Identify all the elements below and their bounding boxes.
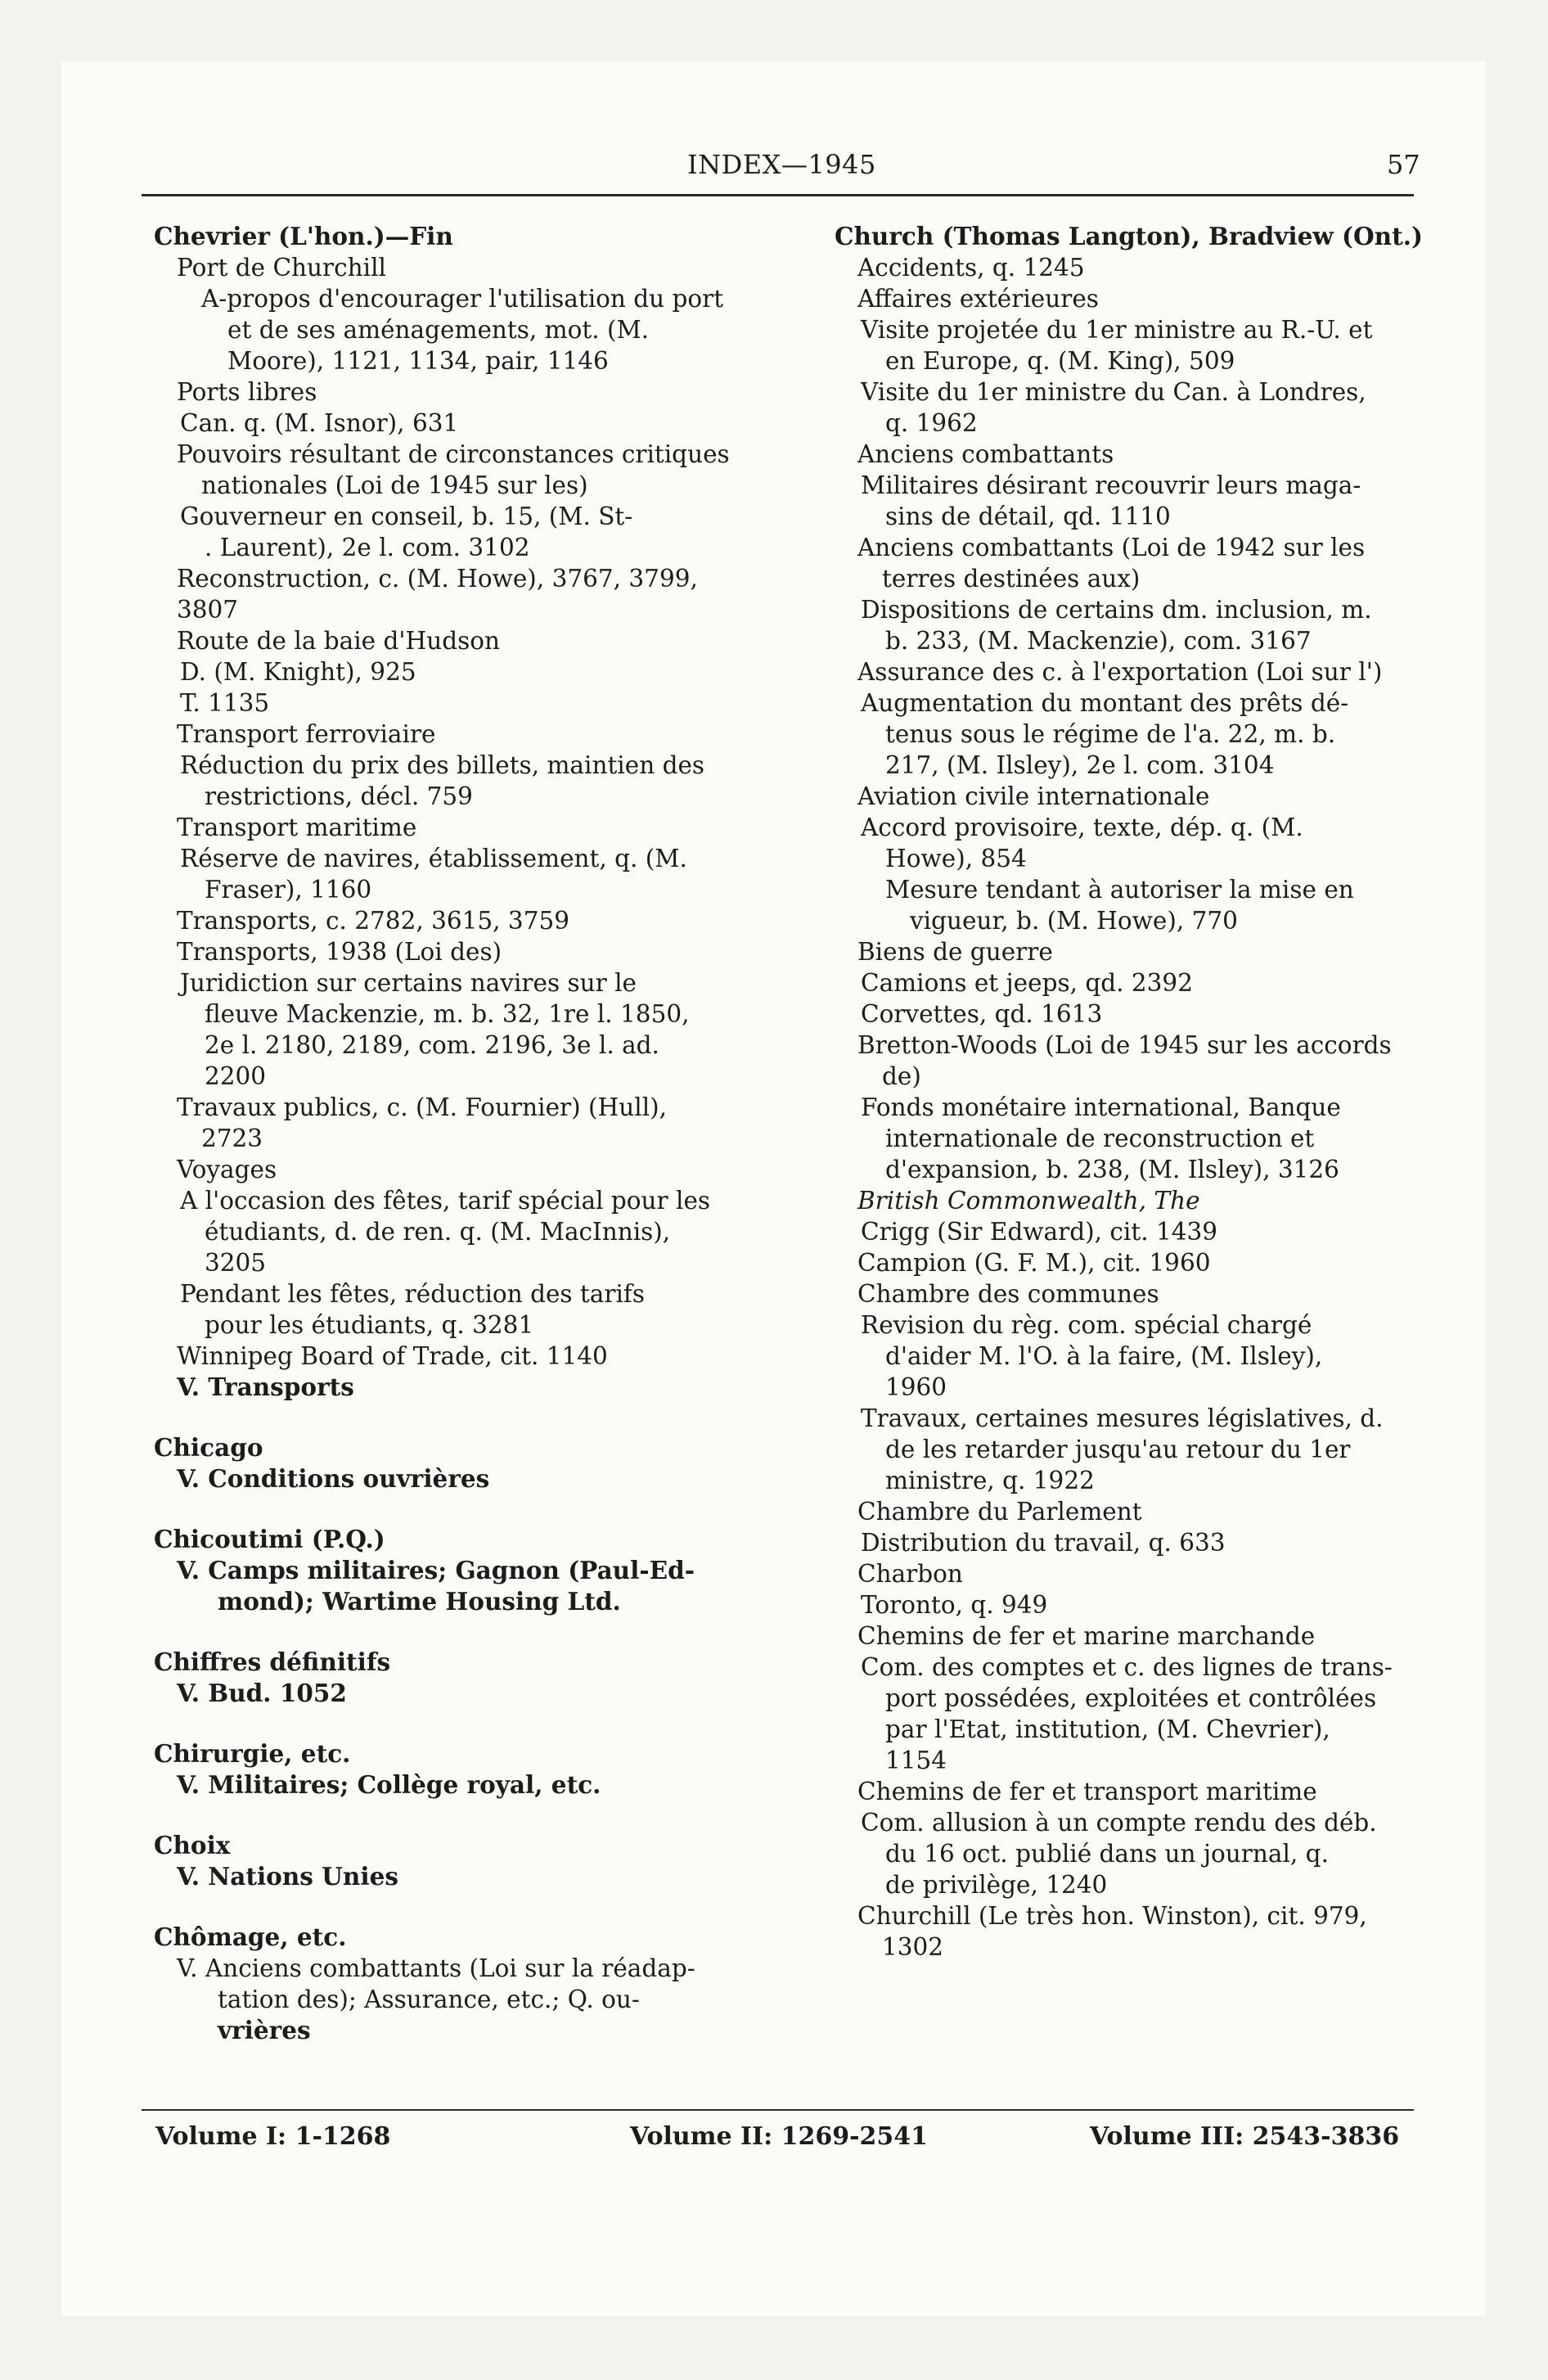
- entry-line: Accord provisoire, texte, dép. q. (M.: [861, 814, 1303, 841]
- entry-line: V. Transports: [177, 1373, 354, 1401]
- entry-line: d'expansion, b. 238, (M. Ilsley), 3126: [885, 1156, 1339, 1183]
- left-column: [154, 221, 776, 2046]
- entry-line: Transport maritime: [177, 814, 417, 841]
- entry-line: T. 1135: [180, 689, 270, 717]
- index-entry: [835, 1309, 1456, 1403]
- index-entry: [835, 252, 1456, 283]
- entry-line: 2200: [205, 1062, 267, 1090]
- index-entry: [154, 1341, 776, 1372]
- entry-line: en Europe, q. (M. King), 509: [885, 347, 1235, 375]
- entry-line: pour les étudiants, q. 3281: [205, 1311, 534, 1339]
- index-entry: [835, 1030, 1456, 1092]
- index-entry: [835, 1652, 1456, 1776]
- entry-line: Churchill (Le très hon. Winston), cit. 979,: [857, 1902, 1367, 1930]
- entry-line: . Laurent), 2e l. com. 3102: [205, 534, 530, 561]
- entry-line: Choix: [154, 1831, 231, 1859]
- index-entry: [154, 1524, 776, 1555]
- entry-line: Militaires désirant recouvrir leurs maga-: [861, 471, 1361, 499]
- entry-line: Bretton-Woods (Loi de 1945 sur les accords: [857, 1031, 1392, 1059]
- footer-volume-2: Volume II: 1269-2541: [630, 2122, 929, 2151]
- index-entry: [835, 967, 1456, 998]
- index-entry: [835, 439, 1456, 470]
- entry-line: A l'occasion des fêtes, tarif spécial pour les: [180, 1187, 711, 1215]
- entry-line: D. (M. Knight), 925: [180, 658, 416, 686]
- entry-line: Corvettes, qd. 1613: [861, 1000, 1103, 1028]
- index-entry: [835, 1900, 1456, 1963]
- entry-line: Anciens combattants (Loi de 1942 sur les: [857, 534, 1366, 561]
- entry-line: Chirurgie, etc.: [154, 1739, 351, 1768]
- entry-line: Toronto, q. 949: [861, 1591, 1048, 1619]
- entry-line: mond); Wartime Housing Ltd.: [218, 1587, 621, 1616]
- index-entry: [154, 750, 776, 812]
- entry-line: Assurance des c. à l'exportation (Loi sur l'): [857, 658, 1383, 686]
- entry-line: d'aider M. l'O. à la faire, (M. Ilsley),: [885, 1342, 1323, 1370]
- index-entry: [154, 221, 776, 252]
- entry-line: Dispositions de certains dm. inclusion, m.: [861, 596, 1372, 624]
- index-entry: [835, 1527, 1456, 1558]
- index-entry: [154, 936, 776, 967]
- index-entry: [154, 1372, 776, 1403]
- index-entry: [835, 1558, 1456, 1589]
- index-entry: [154, 1278, 776, 1341]
- entry-line: Can. q. (M. Isnor), 631: [180, 409, 459, 437]
- index-entry: [154, 1432, 776, 1463]
- entry-line: Chambre du Parlement: [857, 1498, 1142, 1526]
- running-header: INDEX—1945: [687, 149, 876, 180]
- entry-line: Chevrier (L'hon.)—Fin: [154, 222, 453, 250]
- entry-line: Route de la baie d'Hudson: [177, 627, 501, 655]
- entry-line: Visite projetée du 1er ministre au R.-U. et: [861, 316, 1373, 344]
- entry-line: V. Militaires; Collège royal, etc.: [177, 1770, 601, 1799]
- index-entry: [835, 1278, 1456, 1309]
- entry-line: vigueur, b. (M. Howe), 770: [910, 907, 1238, 935]
- entry-line: Travaux, certaines mesures législatives, d.: [861, 1404, 1384, 1432]
- index-entry: [154, 283, 776, 376]
- entry-line: Ports libres: [177, 378, 317, 406]
- entry-line: Chemins de fer et marine marchande: [857, 1622, 1316, 1650]
- index-entry: [154, 1953, 776, 2046]
- index-entry: [835, 1403, 1456, 1496]
- entry-line: Distribution du travail, q. 633: [861, 1529, 1226, 1557]
- entry-line: A-propos d'encourager l'utilisation du port: [201, 285, 724, 313]
- entry-line: ministre, q. 1922: [885, 1467, 1095, 1494]
- entry-line: fleuve Mackenzie, m. b. 32, 1re l. 1850,: [205, 1000, 690, 1028]
- index-entry: [154, 1463, 776, 1494]
- index-entry: [154, 905, 776, 936]
- index-entry: [835, 936, 1456, 967]
- entry-line: 1960: [885, 1373, 947, 1401]
- entry-line: 3807: [177, 596, 239, 624]
- footer-volume-1: Volume I: 1-1268: [155, 2122, 391, 2151]
- index-entry: [154, 252, 776, 283]
- page-number: 57: [1387, 149, 1420, 180]
- entry-line: de privilège, 1240: [885, 1871, 1108, 1899]
- index-entry: [835, 532, 1456, 594]
- entry-line: V. Conditions ouvrières: [177, 1464, 490, 1493]
- index-entry: [154, 1647, 776, 1678]
- index-entry: [154, 501, 776, 563]
- entry-line: 3205: [205, 1249, 267, 1277]
- entry-line: Port de Churchill: [177, 254, 386, 282]
- entry-line: Chambre des communes: [857, 1280, 1159, 1308]
- index-entry: [154, 1922, 776, 1953]
- entry-line: du 16 oct. publié dans un journal, q.: [885, 1840, 1329, 1868]
- entry-line: par l'Etat, institution, (M. Chevrier),: [885, 1715, 1330, 1743]
- index-entry: [835, 1185, 1456, 1216]
- entry-line: vrières: [218, 2016, 311, 2044]
- footer-rule: [142, 2109, 1414, 2111]
- entry-line: 2e l. 2180, 2189, com. 2196, 3e l. ad.: [205, 1031, 659, 1059]
- entry-line: Mesure tendant à autoriser la mise en: [885, 876, 1354, 904]
- index-entry: [835, 314, 1456, 376]
- index-entry: [835, 376, 1456, 439]
- entry-line: Com. allusion à un compte rendu des déb.: [861, 1809, 1377, 1837]
- entry-line: Chiffres définitifs: [154, 1648, 391, 1676]
- entry-line: V. Anciens combattants (Loi sur la réadap-: [177, 1954, 695, 1982]
- entry-line: de les retarder jusqu'au retour du 1er: [885, 1436, 1351, 1463]
- index-entry: [835, 656, 1456, 687]
- entry-line: Pouvoirs résultant de circonstances critiques: [177, 440, 730, 468]
- entry-line: Charbon: [857, 1560, 963, 1588]
- index-entry: [154, 1678, 776, 1709]
- entry-line: Transports, 1938 (Loi des): [177, 938, 502, 966]
- entry-line: 217, (M. Ilsley), 2e l. com. 3104: [885, 751, 1275, 779]
- entry-line: 2723: [201, 1125, 263, 1152]
- index-entry: [154, 687, 776, 719]
- index-entry: [835, 812, 1456, 874]
- index-entry: [835, 221, 1456, 252]
- index-entry: [835, 283, 1456, 314]
- entry-line: V. Camps militaires; Gagnon (Paul-Ed-: [177, 1556, 695, 1584]
- entry-line: tation des); Assurance, etc.; Q. ou-: [218, 1986, 640, 2013]
- entry-line: port possédées, exploitées et contrôlées: [885, 1684, 1377, 1712]
- index-entry: [154, 1861, 776, 1892]
- entry-line: et de ses aménagements, mot. (M.: [227, 316, 650, 344]
- index-entry: [835, 1807, 1456, 1900]
- entry-line: Chicoutimi (P.Q.): [154, 1525, 385, 1553]
- entry-line: Affaires extérieures: [857, 285, 1099, 313]
- entry-line: Fraser), 1160: [205, 876, 372, 904]
- index-entry: [154, 1738, 776, 1769]
- index-entry: [154, 1092, 776, 1154]
- entry-line: Juridiction sur certains navires sur le: [180, 969, 637, 997]
- index-entry: [835, 1620, 1456, 1652]
- index-entry: [154, 625, 776, 656]
- entry-line: Transport ferroviaire: [177, 720, 436, 748]
- entry-line: Com. des comptes et c. des lignes de trans-: [861, 1653, 1393, 1681]
- entry-line: Chicago: [154, 1433, 263, 1462]
- index-entry: [154, 1185, 776, 1278]
- entry-line: internationale de reconstruction et: [885, 1125, 1315, 1152]
- entry-line: Transports, c. 2782, 3615, 3759: [177, 907, 570, 935]
- entry-line: b. 233, (M. Mackenzie), com. 3167: [885, 627, 1312, 655]
- index-entry: [154, 719, 776, 750]
- entry-line: 1154: [885, 1747, 947, 1774]
- entry-line: Crigg (Sir Edward), cit. 1439: [861, 1218, 1218, 1246]
- entry-line: Camions et jeeps, qd. 2392: [861, 969, 1193, 997]
- index-entry: [835, 1247, 1456, 1278]
- index-entry: [835, 781, 1456, 812]
- header-rule: [142, 194, 1414, 196]
- index-entry: [835, 1589, 1456, 1620]
- entry-line: Aviation civile internationale: [857, 782, 1210, 810]
- entry-line: tenus sous le régime de l'a. 22, m. b.: [885, 720, 1336, 748]
- index-entry: [835, 1776, 1456, 1807]
- index-entry: [835, 874, 1456, 936]
- index-entry: [154, 1830, 776, 1861]
- index-entry: [835, 687, 1456, 781]
- index-entry: [154, 812, 776, 843]
- entry-line: Revision du règ. com. spécial chargé: [861, 1311, 1312, 1339]
- entry-line: Howe), 854: [885, 845, 1027, 872]
- index-entry: [835, 1496, 1456, 1527]
- index-entry: [154, 376, 776, 408]
- entry-line: restrictions, décl. 759: [205, 782, 473, 810]
- entry-line: Augmentation du montant des prêts dé-: [861, 689, 1349, 717]
- index-entry: [154, 656, 776, 687]
- entry-line: q. 1962: [885, 409, 978, 437]
- entry-line: de): [882, 1062, 921, 1090]
- entry-line: Winnipeg Board of Trade, cit. 1140: [177, 1342, 608, 1370]
- index-entry: [154, 843, 776, 905]
- entry-line: nationales (Loi de 1945 sur les): [201, 471, 588, 499]
- entry-line: terres destinées aux): [882, 565, 1141, 593]
- index-entry: [154, 563, 776, 625]
- footer-volume-3: Volume III: 2543-3836: [1090, 2122, 1400, 2151]
- entry-line: étudiants, d. de ren. q. (M. MacInnis),: [205, 1218, 671, 1246]
- index-entry: [154, 1154, 776, 1185]
- index-entry: [154, 408, 776, 439]
- entry-line: Accidents, q. 1245: [857, 254, 1085, 282]
- entry-line: Chômage, etc.: [154, 1922, 347, 1951]
- entry-line: Voyages: [177, 1156, 277, 1183]
- entry-line: Visite du 1er ministre du Can. à Londres,: [861, 378, 1366, 406]
- right-column: [835, 221, 1456, 1963]
- index-entry: [835, 594, 1456, 656]
- entry-line: Fonds monétaire international, Banque: [861, 1093, 1341, 1121]
- entry-line: Church (Thomas Langton), Bradview (Ont.): [835, 222, 1423, 250]
- entry-line: Travaux publics, c. (M. Fournier) (Hull),: [177, 1093, 668, 1121]
- index-entry: [835, 998, 1456, 1030]
- index-entry: [154, 1555, 776, 1617]
- entry-line: Campion (G. F. M.), cit. 1960: [857, 1249, 1211, 1277]
- entry-line: sins de détail, qd. 1110: [885, 503, 1171, 530]
- index-entry: [154, 967, 776, 1092]
- entry-line: Réserve de navires, établissement, q. (M.: [180, 845, 687, 872]
- entry-line: Pendant les fêtes, réduction des tarifs: [180, 1280, 645, 1308]
- entry-line: Moore), 1121, 1134, pair, 1146: [227, 347, 609, 375]
- index-entry: [835, 470, 1456, 532]
- entry-line: V. Bud. 1052: [177, 1679, 347, 1707]
- entry-line: Biens de guerre: [857, 938, 1053, 966]
- entry-line: 1302: [882, 1933, 944, 1961]
- entry-line: Anciens combattants: [857, 440, 1114, 468]
- index-entry: [154, 1769, 776, 1801]
- entry-line: Gouverneur en conseil, b. 15, (M. St-: [180, 503, 633, 530]
- entry-line: Réduction du prix des billets, maintien des: [180, 751, 705, 779]
- entry-line: British Commonwealth, The: [857, 1187, 1200, 1215]
- index-entry: [154, 439, 776, 501]
- entry-line: Chemins de fer et transport maritime: [857, 1778, 1317, 1805]
- index-entry: [835, 1092, 1456, 1185]
- entry-line: Reconstruction, c. (M. Howe), 3767, 3799,: [177, 565, 698, 593]
- entry-line: V. Nations Unies: [177, 1862, 398, 1891]
- index-entry: [835, 1216, 1456, 1247]
